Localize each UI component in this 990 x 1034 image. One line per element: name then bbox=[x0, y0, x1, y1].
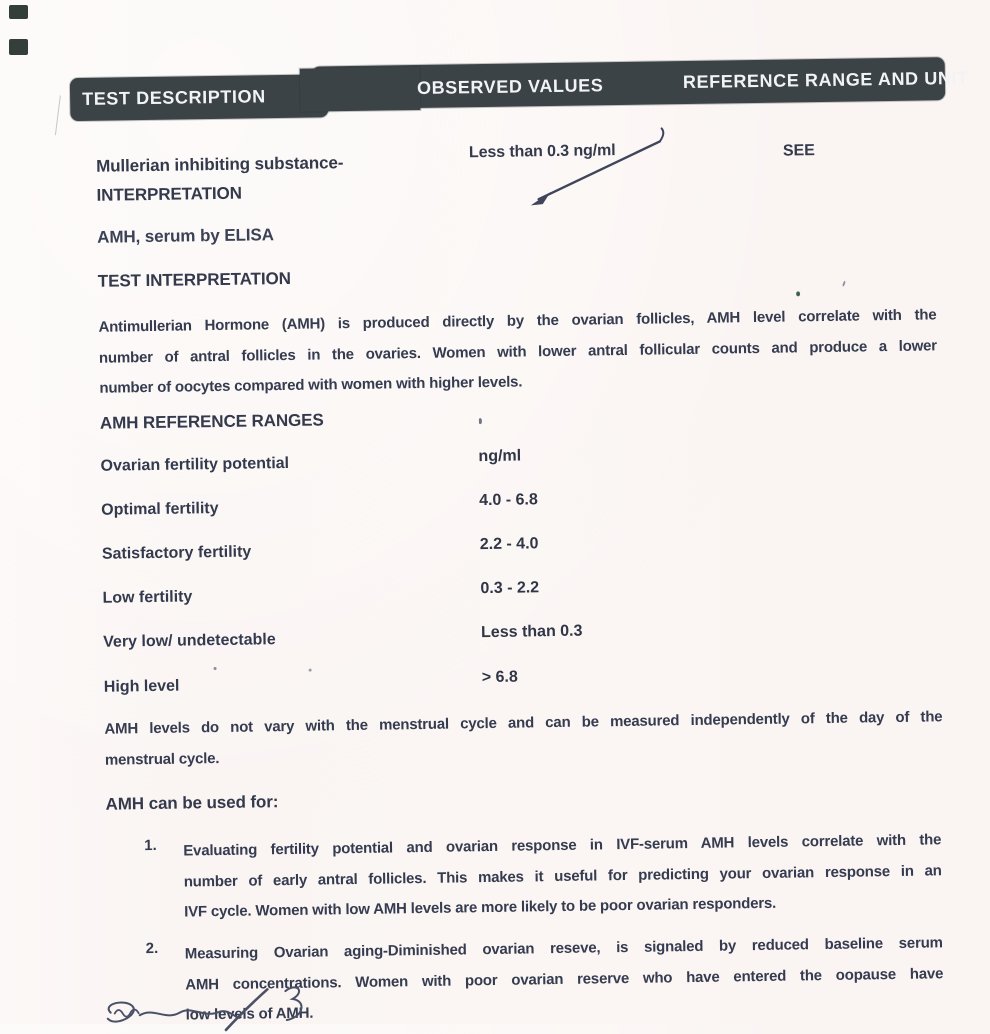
range-label: Very low/ undetectable bbox=[103, 631, 276, 651]
scan-speck bbox=[214, 667, 217, 670]
range-label: Ovarian fertility potential bbox=[100, 454, 290, 475]
test-name-line2: INTERPRETATION bbox=[96, 183, 243, 205]
list-item-line: low levels of AMH. bbox=[185, 1004, 314, 1024]
range-label: Satisfactory fertility bbox=[101, 543, 252, 563]
list-item-line: Evaluating fertility potential and ovarian response in IVF-serum AMH levels correlate with the bbox=[183, 831, 942, 860]
reference-value: SEE bbox=[782, 142, 815, 160]
test-name-line1: Mullerian inhibiting substance- bbox=[95, 153, 344, 176]
method-line: AMH, serum by ELISA bbox=[97, 225, 274, 247]
range-value: Less than 0.3 bbox=[480, 622, 583, 642]
range-value: ng/ml bbox=[478, 447, 522, 466]
range-label: Low fertility bbox=[102, 588, 193, 607]
list-item-number: 1. bbox=[144, 836, 157, 855]
range-label: High level bbox=[103, 677, 180, 696]
paragraph-line: AMH levels do not vary with the menstrual cycle and can be measured independently of the day of the bbox=[104, 708, 943, 738]
list-item-line: AMH concentrations. Women with poor ovarian reserve who have entered the oopause have bbox=[185, 964, 944, 994]
list-item-line: number of early antral follicles. This makes it useful for predicting your ovarian response in an bbox=[183, 861, 942, 891]
paragraph-line: Antimullerian Hormone (AMH) is produced directly by the ovarian follicles, AMH level correlate with the bbox=[98, 306, 937, 336]
range-value: 0.3 - 2.2 bbox=[480, 579, 540, 598]
paragraph-line: number of oocytes compared with women with higher levels. bbox=[99, 373, 523, 397]
interpretation-heading: TEST INTERPRETATION bbox=[97, 268, 291, 291]
range-value: 4.0 - 6.8 bbox=[479, 491, 538, 510]
list-item-number: 2. bbox=[145, 939, 159, 958]
scan-speck bbox=[309, 669, 312, 672]
scan-speck bbox=[796, 291, 800, 296]
paragraph-line: number of antral follicles in the ovaries. Women with lower antral follicular counts and produce a lower bbox=[98, 336, 938, 367]
list-item-line: Measuring Ovarian aging-Diminished ovarian reseve, is signaled by reduced baseline serum bbox=[184, 934, 943, 963]
range-label: Optimal fertility bbox=[101, 499, 219, 519]
observed-value: Less than 0.3 ng/ml bbox=[468, 142, 616, 162]
paragraph-line: menstrual cycle. bbox=[104, 749, 220, 769]
header-cell-observed-values: OBSERVED VALUES bbox=[416, 75, 604, 98]
header-cell-test-description: TEST DESCRIPTION bbox=[81, 86, 266, 109]
ranges-heading: AMH REFERENCE RANGES bbox=[99, 410, 324, 433]
scan-speck bbox=[479, 418, 482, 424]
header-cell-reference-range: REFERENCE RANGE AND UNIT bbox=[682, 67, 969, 93]
range-value: > 6.8 bbox=[481, 668, 518, 687]
uses-heading: AMH can be used for: bbox=[105, 792, 279, 814]
list-item-line: IVF cycle. Women with low AMH levels are more likely to be poor ovarian responders. bbox=[184, 894, 777, 921]
range-value: 2.2 - 4.0 bbox=[479, 535, 539, 554]
